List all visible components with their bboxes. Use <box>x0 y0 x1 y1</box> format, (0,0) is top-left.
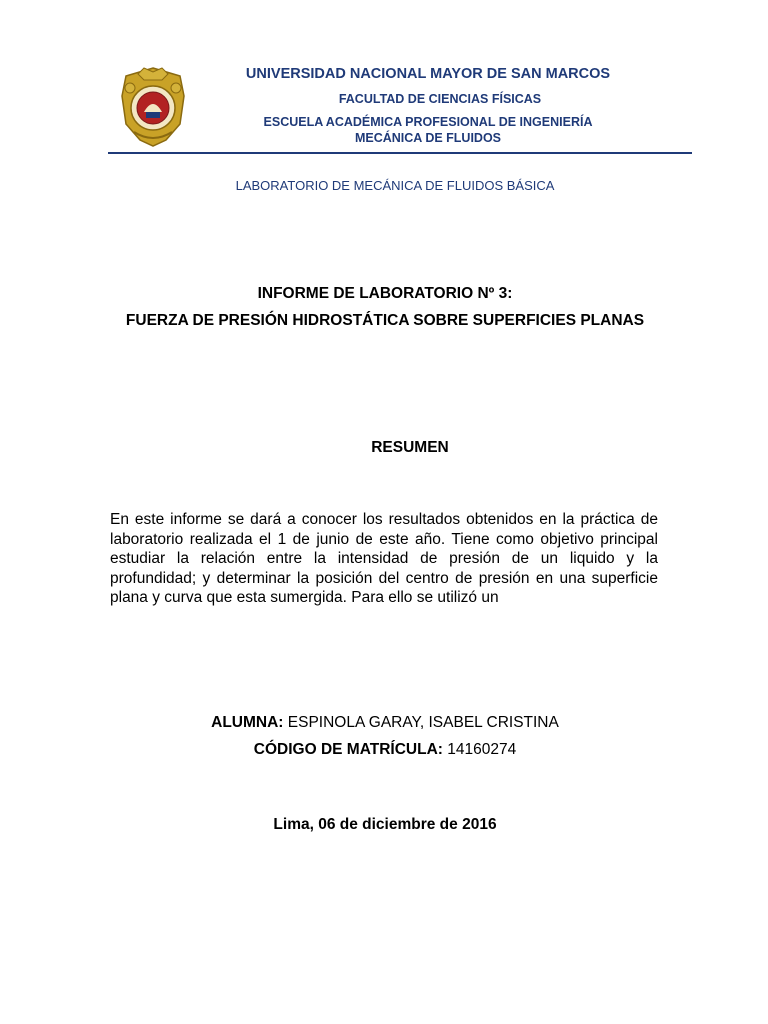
report-title: FUERZA DE PRESIÓN HIDROSTÁTICA SOBRE SUPERFICIES PLANAS <box>125 312 645 329</box>
student-name-label: ALUMNA: <box>211 714 284 731</box>
university-seal-icon <box>118 66 188 148</box>
school-name-line2: MECÁNICA DE FLUIDOS <box>354 131 502 145</box>
report-number: INFORME DE LABORATORIO Nº 3: <box>257 285 513 302</box>
student-code-label: CÓDIGO DE MATRÍCULA: <box>253 741 443 758</box>
student-code: 14160274 <box>447 741 517 758</box>
header-divider <box>108 152 692 154</box>
place-date: Lima, 06 de diciembre de 2016 <box>273 816 497 833</box>
student-name-row <box>80 714 690 732</box>
faculty-name: FACULTAD DE CIENCIAS FÍSICAS <box>338 92 542 106</box>
student-code-row <box>80 741 690 759</box>
abstract-heading: RESUMEN <box>371 439 449 456</box>
university-name: UNIVERSIDAD NACIONAL MAYOR DE SAN MARCOS <box>245 66 611 82</box>
school-name-line1: ESCUELA ACADÉMICA PROFESIONAL DE INGENIERÍA <box>263 115 593 129</box>
student-name: ESPINOLA GARAY, ISABEL CRISTINA <box>287 714 559 731</box>
abstract-text: En este informe se dará a conocer los resultados obtenidos en la práctica de laboratorio realizada el 1 de junio de este año. Tiene como objetivo principal estudiar la relación entre la intensidad de presión de un liquido y la profundidad; y determinar la posición del centro de presión en una superficie plana y curva que esta sumergida. Para ello se utilizó un <box>110 511 658 606</box>
school-name <box>196 114 660 146</box>
lab-title: LABORATORIO DE MECÁNICA DE FLUIDOS BÁSICA <box>235 178 555 193</box>
